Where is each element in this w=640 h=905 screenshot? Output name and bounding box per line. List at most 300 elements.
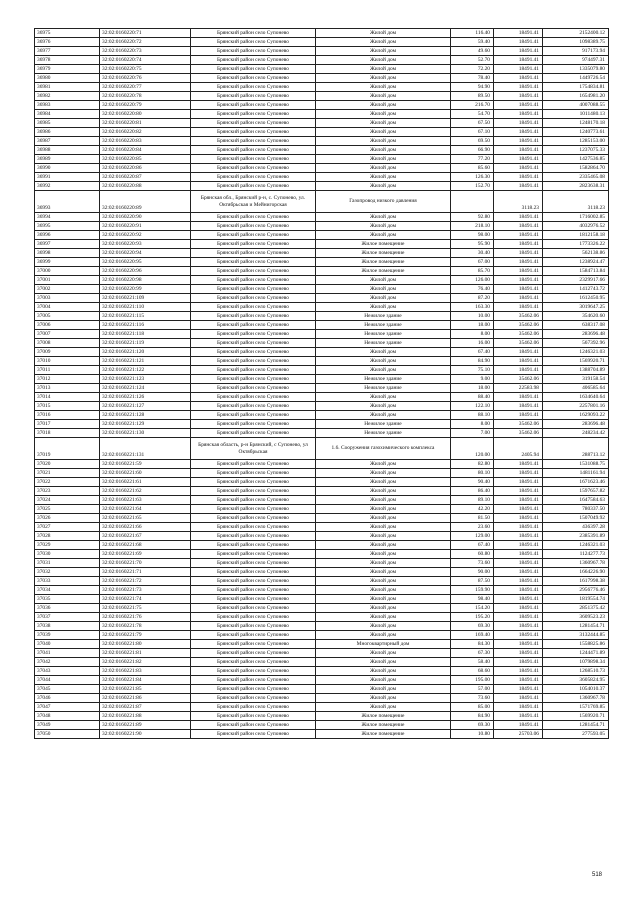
- object-type-cell: Нежилое здание: [316, 330, 451, 339]
- specific-value-cell: 18491.41: [494, 222, 543, 231]
- address-cell: Брянский район село Супонево: [191, 514, 316, 523]
- specific-value-cell: 35462.06: [494, 330, 543, 339]
- cadastral-value-cell: 1246321.03: [543, 541, 609, 550]
- specific-value-cell: 18491.41: [494, 258, 543, 267]
- cadastral-value-cell: 3132444.85: [543, 631, 609, 640]
- table-row: [35, 92, 609, 101]
- row-number-cell: 37041: [35, 649, 100, 658]
- row-number-cell: 37040: [35, 640, 100, 649]
- cadastral-number-cell: 32:02:0160221:63: [100, 496, 191, 505]
- cadastral-number-cell: 32:02:0160221:90: [100, 730, 191, 739]
- row-number-cell: 37019: [35, 438, 100, 460]
- table-row: [35, 213, 609, 222]
- table-row: [35, 182, 609, 191]
- row-number-cell: 37008: [35, 339, 100, 348]
- address-cell: Брянский район село Супонево: [191, 38, 316, 47]
- object-type-cell: Жилой дом: [316, 523, 451, 532]
- object-type-cell: Жилой дом: [316, 222, 451, 231]
- address-cell: Брянский район село Супонево: [191, 712, 316, 721]
- address-cell: Брянский район село Супонево: [191, 523, 316, 532]
- specific-value-cell: 18491.41: [494, 92, 543, 101]
- cadastral-number-cell: 32:02:0160220:89: [100, 191, 191, 213]
- specific-value-cell: 2405.94: [494, 438, 543, 460]
- table-row: [35, 38, 609, 47]
- table-body: [35, 29, 609, 739]
- object-type-cell: Жилой дом: [316, 101, 451, 110]
- cadastral-value-cell: 3609523.23: [543, 613, 609, 622]
- object-type-cell: Жилой дом: [316, 47, 451, 56]
- object-type-cell: Жилое помещение: [316, 721, 451, 730]
- address-cell: Брянский район село Супонево: [191, 231, 316, 240]
- address-cell: Брянский район село Супонево: [191, 496, 316, 505]
- object-type-cell: Жилое помещение: [316, 730, 451, 739]
- cadastral-value-cell: 1819554.74: [543, 595, 609, 604]
- object-type-cell: Жилой дом: [316, 631, 451, 640]
- object-type-cell: Жилой дом: [316, 559, 451, 568]
- object-type-cell: Жилой дом: [316, 164, 451, 173]
- specific-value-cell: 18491.41: [494, 568, 543, 577]
- row-number-cell: 37016: [35, 411, 100, 420]
- cadastral-number-cell: 32:02:0160221:61: [100, 478, 191, 487]
- cadastral-value-cell: 319158.54: [543, 375, 609, 384]
- specific-value-cell: 18491.41: [494, 74, 543, 83]
- table-row: [35, 649, 609, 658]
- object-type-cell: Жилой дом: [316, 74, 451, 83]
- area-cell: 129.00: [451, 532, 494, 541]
- table-row: [35, 604, 609, 613]
- table-row: [35, 438, 609, 460]
- cadastral-value-cell: 2335465.08: [543, 173, 609, 182]
- row-number-cell: 37044: [35, 676, 100, 685]
- object-type-cell: Жилой дом: [316, 649, 451, 658]
- cadastral-value-cell: 1584713.84: [543, 267, 609, 276]
- area-cell: 122.10: [451, 402, 494, 411]
- address-cell: Брянский район село Супонево: [191, 640, 316, 649]
- area-cell: 90.40: [451, 478, 494, 487]
- cadastral-value-cell: 1664226.90: [543, 568, 609, 577]
- cadastral-value-cell: 1654981.20: [543, 92, 609, 101]
- area-cell: 18.00: [451, 384, 494, 393]
- row-number-cell: 37023: [35, 487, 100, 496]
- object-type-cell: Нежилое здание: [316, 420, 451, 429]
- table-row: [35, 348, 609, 357]
- specific-value-cell: 18491.41: [494, 393, 543, 402]
- area-cell: 154.20: [451, 604, 494, 613]
- address-cell: Брянский район село Супонево: [191, 532, 316, 541]
- area-cell: 82.80: [451, 460, 494, 469]
- area-cell: 163.30: [451, 303, 494, 312]
- table-row: [35, 29, 609, 38]
- address-cell: Брянский район село Супонево: [191, 65, 316, 74]
- address-cell: Брянский район село Супонево: [191, 595, 316, 604]
- specific-value-cell: 18491.41: [494, 137, 543, 146]
- specific-value-cell: 22583.98: [494, 384, 543, 393]
- cadastral-value-cell: 2329917.66: [543, 276, 609, 285]
- table-row: [35, 231, 609, 240]
- cadastral-value-cell: 917173.94: [543, 47, 609, 56]
- area-cell: 67.50: [451, 119, 494, 128]
- cadastral-number-cell: 32:02:0160220:78: [100, 92, 191, 101]
- address-cell: Брянский район село Супонево: [191, 541, 316, 550]
- address-cell: Брянский район село Супонево: [191, 29, 316, 38]
- cadastral-value-cell: 1617998.38: [543, 577, 609, 586]
- specific-value-cell: 18491.41: [494, 249, 543, 258]
- cadastral-number-cell: 32:02:0160221:64: [100, 505, 191, 514]
- table-row: [35, 312, 609, 321]
- area-cell: 67.30: [451, 649, 494, 658]
- area-cell: 57.00: [451, 685, 494, 694]
- specific-value-cell: 35462.06: [494, 312, 543, 321]
- cadastral-number-cell: 32:02:0160221:86: [100, 694, 191, 703]
- table-row: [35, 330, 609, 339]
- address-cell: Брянский район село Супонево: [191, 47, 316, 56]
- specific-value-cell: 18491.41: [494, 622, 543, 631]
- row-number-cell: 36983: [35, 101, 100, 110]
- address-cell: Брянский район село Супонево: [191, 694, 316, 703]
- table-row: [35, 667, 609, 676]
- object-type-cell: Жилой дом: [316, 541, 451, 550]
- area-cell: 42.20: [451, 505, 494, 514]
- row-number-cell: 36989: [35, 155, 100, 164]
- row-number-cell: 37046: [35, 694, 100, 703]
- cadastral-value-cell: 283696.48: [543, 330, 609, 339]
- cadastral-number-cell: 32:02:0160220:83: [100, 137, 191, 146]
- row-number-cell: 37027: [35, 523, 100, 532]
- specific-value-cell: 18491.41: [494, 348, 543, 357]
- cadastral-number-cell: 32:02:0160220:96: [100, 267, 191, 276]
- cadastral-value-cell: 3605824.95: [543, 676, 609, 685]
- area-cell: 85.00: [451, 703, 494, 712]
- cadastral-number-cell: 32:02:0160220:95: [100, 258, 191, 267]
- table-row: [35, 285, 609, 294]
- specific-value-cell: 18491.41: [494, 532, 543, 541]
- address-cell: Брянский район село Супонево: [191, 303, 316, 312]
- row-number-cell: 37036: [35, 604, 100, 613]
- area-cell: 10.00: [451, 312, 494, 321]
- specific-value-cell: 18491.41: [494, 285, 543, 294]
- row-number-cell: 36993: [35, 191, 100, 213]
- cadastral-number-cell: 32:02:0160221:80: [100, 640, 191, 649]
- area-cell: 8.00: [451, 330, 494, 339]
- cadastral-number-cell: 32:02:0160220:73: [100, 47, 191, 56]
- area-cell: 95.90: [451, 240, 494, 249]
- row-number-cell: 36976: [35, 38, 100, 47]
- table-row: [35, 267, 609, 276]
- row-number-cell: 36999: [35, 258, 100, 267]
- specific-value-cell: 25703.06: [494, 730, 543, 739]
- object-type-cell: Жилой дом: [316, 38, 451, 47]
- table-row: [35, 420, 609, 429]
- address-cell: Брянский район село Супонево: [191, 622, 316, 631]
- object-type-cell: Жилой дом: [316, 694, 451, 703]
- cadastral-number-cell: 32:02:0160220:90: [100, 213, 191, 222]
- cadastral-number-cell: 32:02:0160221:121: [100, 357, 191, 366]
- specific-value-cell: 35462.06: [494, 321, 543, 330]
- object-type-cell: Жилой дом: [316, 276, 451, 285]
- cadastral-number-cell: 32:02:0160220:75: [100, 65, 191, 74]
- specific-value-cell: 18491.41: [494, 694, 543, 703]
- address-cell: Брянский район село Супонево: [191, 285, 316, 294]
- cadastral-value-cell: 1360967.78: [543, 694, 609, 703]
- cadastral-value-cell: 562138.86: [543, 249, 609, 258]
- specific-value-cell: 18491.41: [494, 505, 543, 514]
- row-number-cell: 37034: [35, 586, 100, 595]
- area-cell: 49.60: [451, 47, 494, 56]
- address-cell: Брянский район село Супонево: [191, 375, 316, 384]
- address-cell: Брянская область, р-н Брянский, с Супонево, ул Октябрьская: [191, 438, 316, 460]
- object-type-cell: Жилой дом: [316, 595, 451, 604]
- cadastral-number-cell: 32:02:0160221:74: [100, 595, 191, 604]
- row-number-cell: 37001: [35, 276, 100, 285]
- cadastral-number-cell: 32:02:0160221:82: [100, 658, 191, 667]
- table-row: [35, 119, 609, 128]
- row-number-cell: 37026: [35, 514, 100, 523]
- area-cell: 81.50: [451, 514, 494, 523]
- cadastral-value-cell: 4032976.52: [543, 222, 609, 231]
- cadastral-value-cell: 1011480.13: [543, 110, 609, 119]
- area-cell: 218.10: [451, 222, 494, 231]
- cadastral-value-cell: 1612450.95: [543, 294, 609, 303]
- specific-value-cell: 18491.41: [494, 294, 543, 303]
- table-row: [35, 532, 609, 541]
- table-row: [35, 523, 609, 532]
- cadastral-number-cell: 32:02:0160221:83: [100, 667, 191, 676]
- address-cell: Брянский район село Супонево: [191, 155, 316, 164]
- cadastral-number-cell: 32:02:0160220:99: [100, 285, 191, 294]
- address-cell: Брянский район село Супонево: [191, 83, 316, 92]
- specific-value-cell: 3118.23: [494, 191, 543, 213]
- object-type-cell: Газопровод низкого давления: [316, 191, 451, 213]
- object-type-cell: Жилой дом: [316, 550, 451, 559]
- cadastral-number-cell: 32:02:0160221:59: [100, 460, 191, 469]
- cadastral-value-cell: 1427536.85: [543, 155, 609, 164]
- row-number-cell: 37018: [35, 429, 100, 438]
- area-cell: 120.00: [451, 438, 494, 460]
- object-type-cell: Жилой дом: [316, 402, 451, 411]
- object-type-cell: Жилой дом: [316, 173, 451, 182]
- address-cell: Брянский район село Супонево: [191, 667, 316, 676]
- area-cell: 195.20: [451, 613, 494, 622]
- address-cell: Брянский район село Супонево: [191, 276, 316, 285]
- specific-value-cell: 18491.41: [494, 357, 543, 366]
- address-cell: Брянский район село Супонево: [191, 604, 316, 613]
- object-type-cell: Жилой дом: [316, 366, 451, 375]
- cadastral-value-cell: 1124277.73: [543, 550, 609, 559]
- address-cell: Брянский район село Супонево: [191, 74, 316, 83]
- area-cell: 78.40: [451, 74, 494, 83]
- table-row: [35, 613, 609, 622]
- specific-value-cell: 18491.41: [494, 685, 543, 694]
- table-row: [35, 146, 609, 155]
- cadastral-number-cell: 32:02:0160220:79: [100, 101, 191, 110]
- specific-value-cell: 18491.41: [494, 231, 543, 240]
- area-cell: 126.00: [451, 276, 494, 285]
- cadastral-value-cell: 1812158.18: [543, 231, 609, 240]
- specific-value-cell: 18491.41: [494, 402, 543, 411]
- object-type-cell: Жилой дом: [316, 586, 451, 595]
- specific-value-cell: 18491.41: [494, 721, 543, 730]
- address-cell: Брянский район село Супонево: [191, 240, 316, 249]
- address-cell: Брянский район село Супонево: [191, 92, 316, 101]
- area-cell: 84.30: [451, 640, 494, 649]
- address-cell: Брянская обл., Брянский р-н, с. Супонево, ул. Октябрьская и Мейнигорская: [191, 191, 316, 213]
- table-row: [35, 137, 609, 146]
- area-cell: [451, 191, 494, 213]
- specific-value-cell: 18491.41: [494, 469, 543, 478]
- object-type-cell: Жилой дом: [316, 393, 451, 402]
- specific-value-cell: 18491.41: [494, 487, 543, 496]
- object-type-cell: Жилой дом: [316, 348, 451, 357]
- area-cell: 10.80: [451, 730, 494, 739]
- row-number-cell: 37021: [35, 469, 100, 478]
- cadastral-value-cell: 638317.08: [543, 321, 609, 330]
- address-cell: Брянский район село Супонево: [191, 411, 316, 420]
- cadastral-number-cell: 32:02:0160221:75: [100, 604, 191, 613]
- area-cell: 89.10: [451, 496, 494, 505]
- object-type-cell: Жилой дом: [316, 460, 451, 469]
- cadastral-number-cell: 32:02:0160220:82: [100, 128, 191, 137]
- table-row: [35, 411, 609, 420]
- address-cell: Брянский район село Супонево: [191, 321, 316, 330]
- cadastral-number-cell: 32:02:0160221:69: [100, 550, 191, 559]
- area-cell: 69.30: [451, 622, 494, 631]
- cadastral-number-cell: 32:02:0160220:92: [100, 231, 191, 240]
- row-number-cell: 37000: [35, 267, 100, 276]
- object-type-cell: Жилой дом: [316, 658, 451, 667]
- cadastral-number-cell: 32:02:0160221:70: [100, 559, 191, 568]
- address-cell: Брянский район село Супонево: [191, 294, 316, 303]
- row-number-cell: 37038: [35, 622, 100, 631]
- cadastral-value-cell: 1634640.64: [543, 393, 609, 402]
- specific-value-cell: 35462.06: [494, 429, 543, 438]
- object-type-cell: Жилой дом: [316, 128, 451, 137]
- table-row: [35, 631, 609, 640]
- table-row: [35, 559, 609, 568]
- table-row: [35, 402, 609, 411]
- cadastral-value-cell: 1335079.80: [543, 65, 609, 74]
- table-row: [35, 496, 609, 505]
- row-number-cell: 37049: [35, 721, 100, 730]
- address-cell: Брянский район село Супонево: [191, 173, 316, 182]
- cadastral-number-cell: 32:02:0160221:127: [100, 402, 191, 411]
- row-number-cell: 37010: [35, 357, 100, 366]
- specific-value-cell: 18491.41: [494, 595, 543, 604]
- object-type-cell: Жилой дом: [316, 92, 451, 101]
- cadastral-value-cell: 4007088.55: [543, 101, 609, 110]
- object-type-cell: Жилой дом: [316, 357, 451, 366]
- cadastral-value-cell: 1281454.71: [543, 721, 609, 730]
- table-row: [35, 703, 609, 712]
- object-type-cell: Жилой дом: [316, 65, 451, 74]
- address-cell: Брянский район село Супонево: [191, 119, 316, 128]
- address-cell: Брянский район село Супонево: [191, 649, 316, 658]
- cadastral-number-cell: 32:02:0160221:85: [100, 685, 191, 694]
- table-row: [35, 429, 609, 438]
- row-number-cell: 36991: [35, 173, 100, 182]
- area-cell: 98.40: [451, 595, 494, 604]
- address-cell: Брянский район село Супонево: [191, 101, 316, 110]
- object-type-cell: Жилой дом: [316, 478, 451, 487]
- address-cell: Брянский район село Супонево: [191, 703, 316, 712]
- object-type-cell: Жилое помещение: [316, 258, 451, 267]
- cadastral-number-cell: 32:02:0160221:76: [100, 613, 191, 622]
- specific-value-cell: 18491.41: [494, 56, 543, 65]
- specific-value-cell: 18491.41: [494, 577, 543, 586]
- table-row: [35, 384, 609, 393]
- area-cell: 94.90: [451, 83, 494, 92]
- cadastral-number-cell: 32:02:0160221:66: [100, 523, 191, 532]
- area-cell: 9.00: [451, 375, 494, 384]
- table-row: [35, 721, 609, 730]
- row-number-cell: 37028: [35, 532, 100, 541]
- table-row: [35, 586, 609, 595]
- object-type-cell: Нежилое здание: [316, 384, 451, 393]
- table-row: [35, 640, 609, 649]
- address-cell: Брянский район село Супонево: [191, 402, 316, 411]
- cadastral-value-cell: 1240773.61: [543, 128, 609, 137]
- object-type-cell: Нежилое здание: [316, 339, 451, 348]
- address-cell: Брянский район село Супонево: [191, 721, 316, 730]
- address-cell: Брянский район село Супонево: [191, 213, 316, 222]
- address-cell: Брянский район село Супонево: [191, 267, 316, 276]
- object-type-cell: 1.6. Сооружения газохимического комплекса: [316, 438, 451, 460]
- row-number-cell: 36979: [35, 65, 100, 74]
- object-type-cell: Жилой дом: [316, 303, 451, 312]
- specific-value-cell: 18491.41: [494, 586, 543, 595]
- area-cell: 7.00: [451, 429, 494, 438]
- table-row: [35, 101, 609, 110]
- cadastral-value-cell: 1507049.92: [543, 514, 609, 523]
- address-cell: Брянский район село Супонево: [191, 56, 316, 65]
- cadastral-value-cell: 1268510.73: [543, 667, 609, 676]
- cadastral-value-cell: 1773326.22: [543, 240, 609, 249]
- object-type-cell: Жилой дом: [316, 469, 451, 478]
- row-number-cell: 37033: [35, 577, 100, 586]
- cadastral-number-cell: 32:02:0160221:79: [100, 631, 191, 640]
- area-cell: 73.60: [451, 694, 494, 703]
- address-cell: Брянский район село Супонево: [191, 164, 316, 173]
- table-row: [35, 469, 609, 478]
- table-row: [35, 173, 609, 182]
- object-type-cell: Жилой дом: [316, 667, 451, 676]
- row-number-cell: 36977: [35, 47, 100, 56]
- table-row: [35, 622, 609, 631]
- table-row: [35, 240, 609, 249]
- row-number-cell: 37002: [35, 285, 100, 294]
- address-cell: Брянский район село Супонево: [191, 550, 316, 559]
- area-cell: 23.60: [451, 523, 494, 532]
- cadastral-number-cell: 32:02:0160221:122: [100, 366, 191, 375]
- cadastral-value-cell: 1412743.72: [543, 285, 609, 294]
- cadastral-value-cell: 1647584.63: [543, 496, 609, 505]
- object-type-cell: Жилой дом: [316, 29, 451, 38]
- row-number-cell: 36990: [35, 164, 100, 173]
- cadastral-value-cell: 1571769.85: [543, 703, 609, 712]
- address-cell: Брянский район село Супонево: [191, 429, 316, 438]
- object-type-cell: Жилой дом: [316, 685, 451, 694]
- area-cell: 52.70: [451, 56, 494, 65]
- row-number-cell: 37048: [35, 712, 100, 721]
- address-cell: Брянский район село Супонево: [191, 137, 316, 146]
- object-type-cell: Жилой дом: [316, 514, 451, 523]
- cadastral-number-cell: 32:02:0160220:81: [100, 119, 191, 128]
- table-row: [35, 366, 609, 375]
- table-row: [35, 685, 609, 694]
- cadastral-number-cell: 32:02:0160220:94: [100, 249, 191, 258]
- object-type-cell: Жилой дом: [316, 110, 451, 119]
- cadastral-value-cell: 1569920.71: [543, 712, 609, 721]
- address-cell: Брянский район село Супонево: [191, 146, 316, 155]
